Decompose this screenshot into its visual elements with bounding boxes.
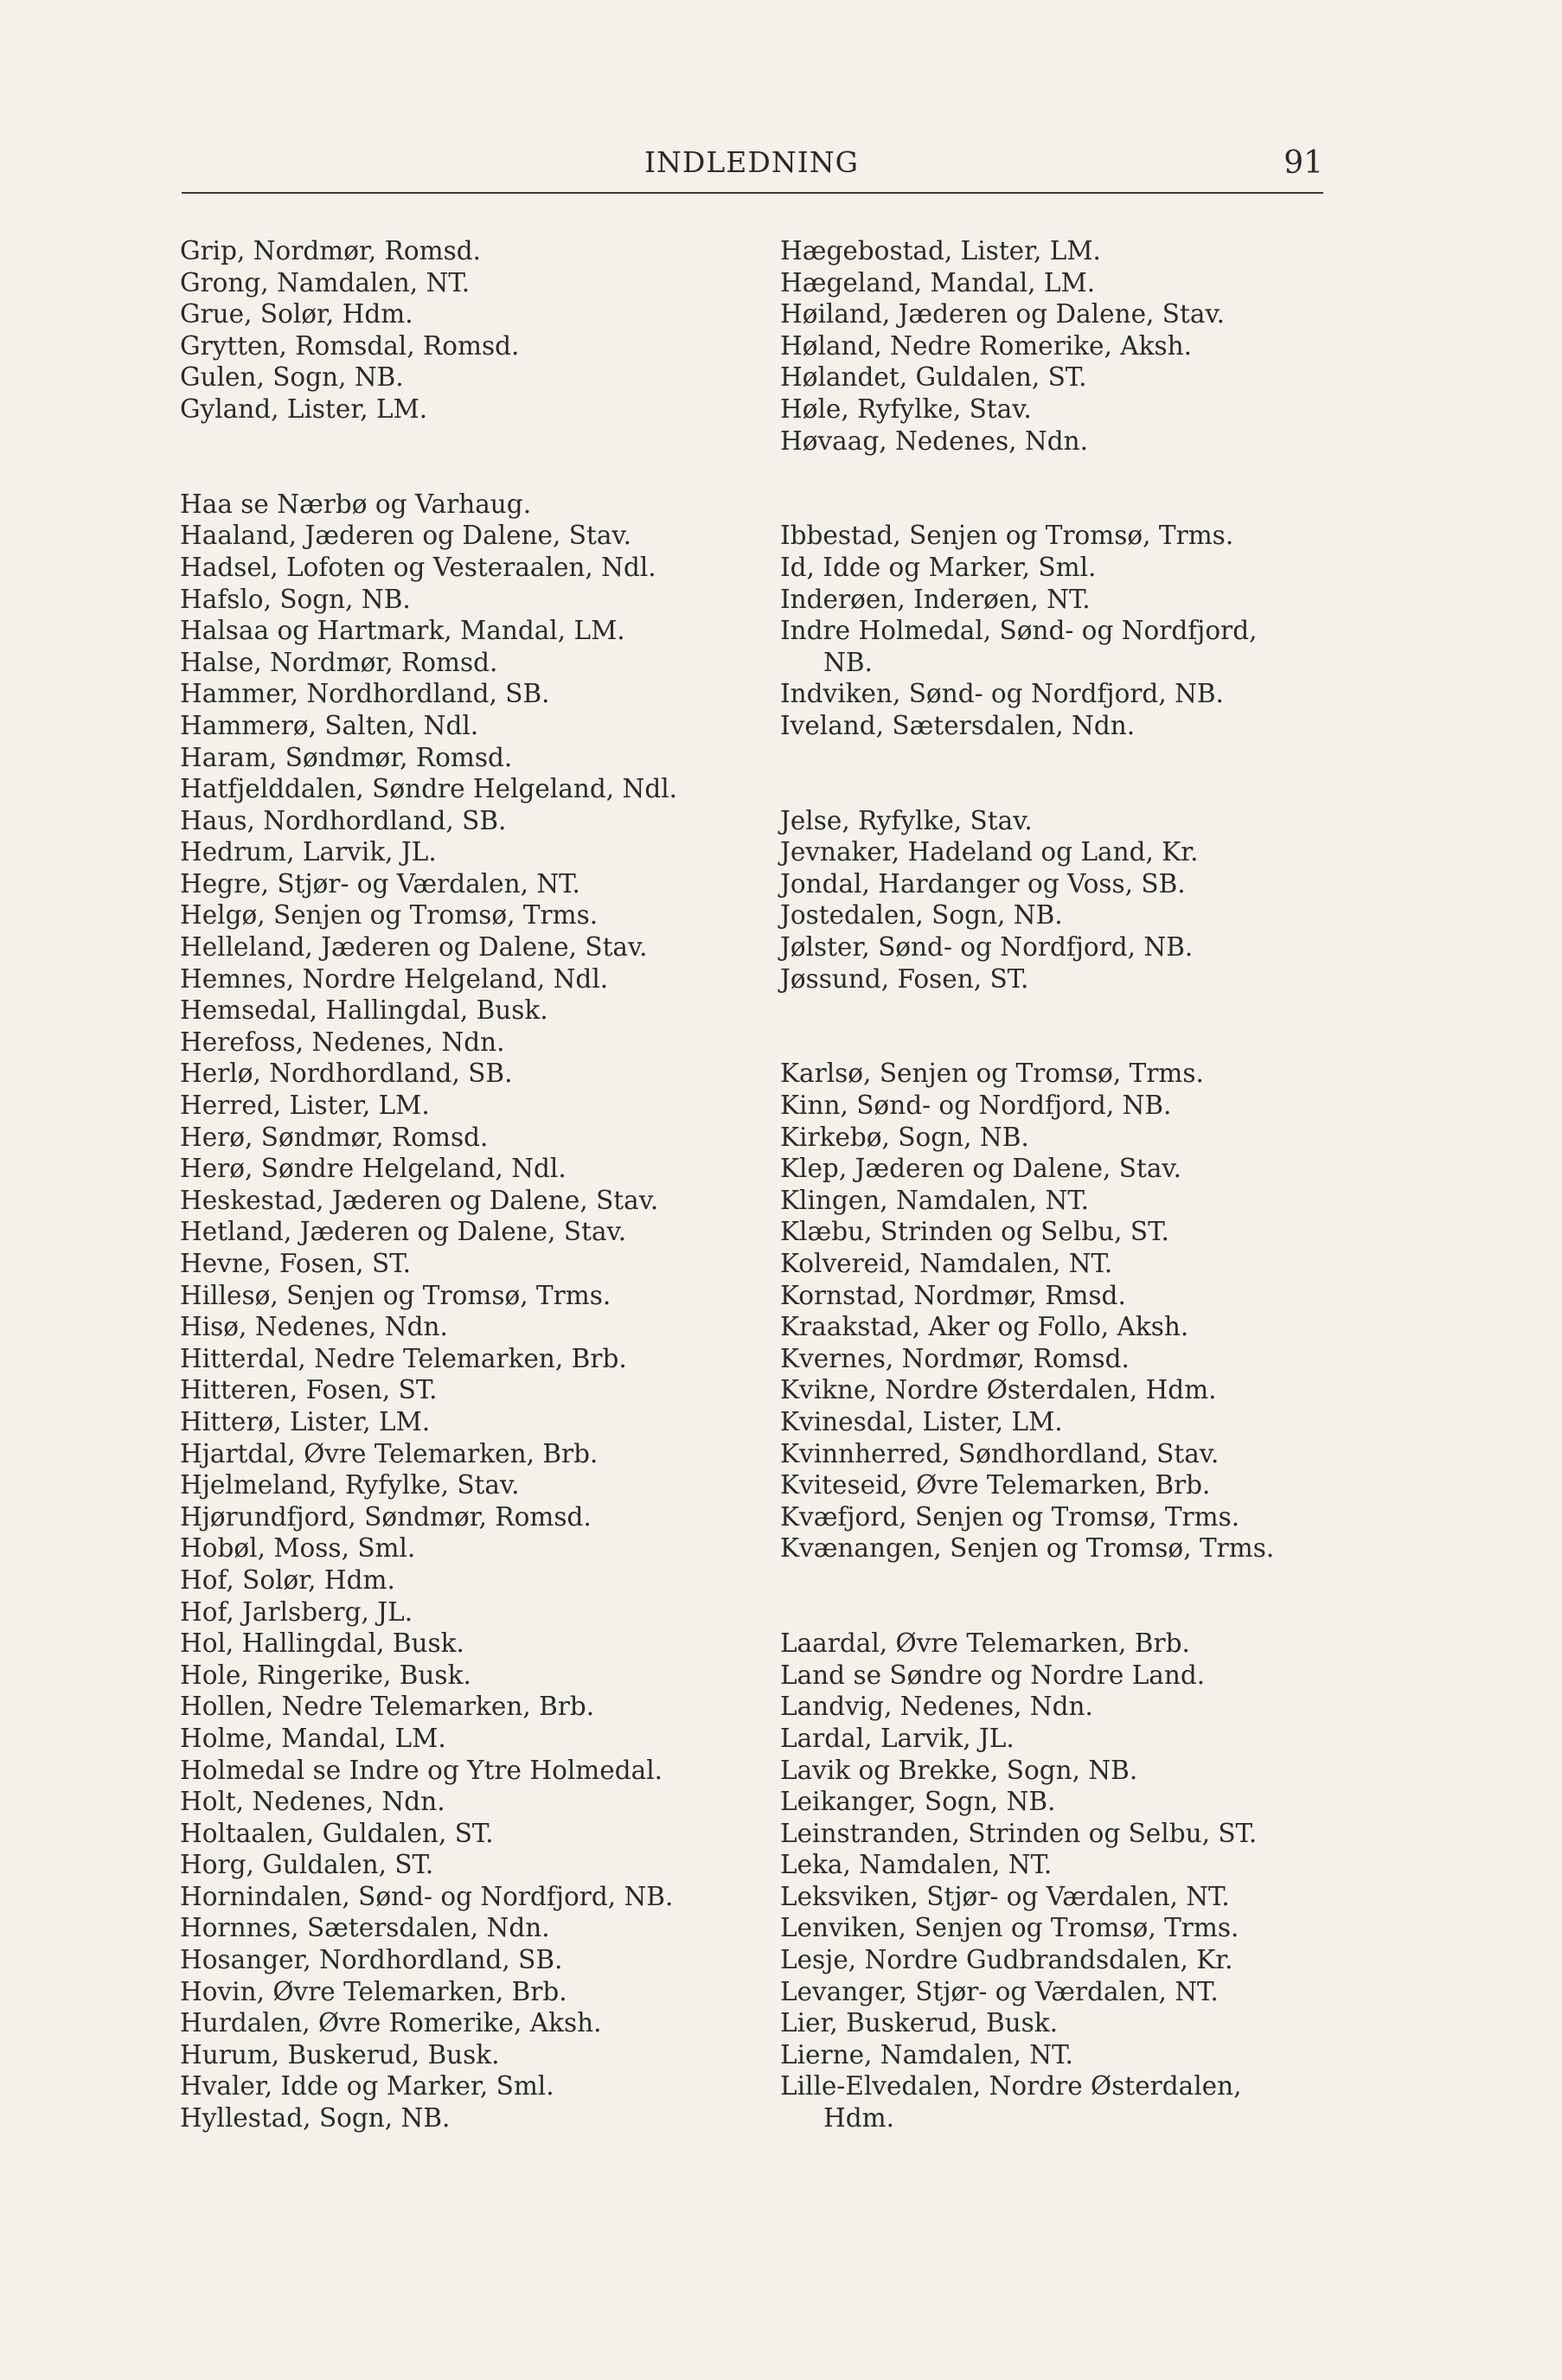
index-entry: Holme, Mandal, LM. xyxy=(180,1723,446,1753)
index-entry: Haram, Søndmør, Romsd. xyxy=(180,742,513,772)
index-entry: Hægeland, Mandal, LM. xyxy=(780,267,1096,298)
index-entry: Kvernes, Nordmør, Romsd. xyxy=(780,1343,1130,1373)
index-entry: Lier, Buskerud, Busk. xyxy=(780,2008,1059,2038)
entry-gap xyxy=(780,457,1368,489)
index-entry: Karlsø, Senjen og Tromsø, Trms. xyxy=(780,1059,1204,1089)
index-entry: Hammer, Nordhordland, SB. xyxy=(180,679,550,709)
index-entry: Landvig, Nedenes, Ndn. xyxy=(780,1692,1093,1722)
index-entry: Horg, Guldalen, ST. xyxy=(180,1850,434,1880)
index-entry: Hjartdal, Øvre Telemarken, Brb. xyxy=(180,1438,599,1468)
index-entry: Hillesø, Senjen og Tromsø, Trms. xyxy=(180,1280,611,1310)
index-entry: Leksviken, Stjør- og Værdalen, NT. xyxy=(780,1881,1230,1911)
index-entry: Hetland, Jæderen og Dalene, Stav. xyxy=(180,1217,627,1247)
index-entry: Hollen, Nedre Telemarken, Brb. xyxy=(180,1692,595,1722)
index-entry: Kinn, Sønd- og Nordfjord, NB. xyxy=(780,1091,1172,1121)
index-entry: Gulen, Sogn, NB. xyxy=(180,362,404,393)
index-entry: Lenviken, Senjen og Tromsø, Trms. xyxy=(780,1913,1239,1943)
index-entry: Hol, Hallingdal, Busk. xyxy=(180,1628,464,1659)
index-entry: Hegre, Stjør- og Værdalen, NT. xyxy=(180,868,580,899)
index-entry: Heskestad, Jæderen og Dalene, Stav. xyxy=(180,1185,659,1215)
index-entry: Kvinesdal, Lister, LM. xyxy=(780,1406,1063,1436)
index-entry: Hof, Jarlsberg, JL. xyxy=(180,1596,413,1627)
index-entry: Hemsedal, Hallingdal, Busk. xyxy=(180,995,548,1026)
index-entry: Helleland, Jæderen og Dalene, Stav. xyxy=(180,932,648,963)
index-entry: Hornindalen, Sønd- og Nordfjord, NB. xyxy=(180,1881,674,1911)
index-entry: Leikanger, Sogn, NB. xyxy=(780,1787,1056,1817)
index-entry: Hammerø, Salten, Ndl. xyxy=(180,710,479,740)
index-entry: Haus, Nordhordland, SB. xyxy=(180,805,507,835)
index-entry: Indviken, Sønd- og Nordfjord, NB. xyxy=(780,679,1224,709)
index-entry: Grip, Nordmør, Romsd. xyxy=(180,236,481,266)
index-entry: Hægebostad, Lister, LM. xyxy=(780,236,1101,266)
index-entry: Holmedal se Indre og Ytre Holmedal. xyxy=(180,1755,663,1785)
index-entry: Lille-Elvedalen, Nordre Østerdalen, xyxy=(780,2071,1242,2102)
index-entry: Hurdalen, Øvre Romerike, Aksh. xyxy=(180,2008,602,2038)
index-entry: Halsaa og Hartmark, Mandal, LM. xyxy=(180,616,625,646)
index-entry: Kvænangen, Senjen og Tromsø, Trms. xyxy=(780,1533,1275,1564)
index-entry: Hof, Solør, Hdm. xyxy=(180,1564,395,1595)
entry-gap xyxy=(780,1564,1368,1596)
index-entry: Jevnaker, Hadeland og Land, Kr. xyxy=(780,837,1199,867)
index-entry: Grong, Namdalen, NT. xyxy=(180,267,471,298)
index-entry: Kirkebø, Sogn, NB. xyxy=(780,1122,1029,1152)
index-entry: Land se Søndre og Nordre Land. xyxy=(780,1660,1206,1690)
entry-gap xyxy=(180,425,768,457)
index-entry: Hisø, Nedenes, Ndn. xyxy=(180,1312,448,1342)
index-entry: Herlø, Nordhordland, SB. xyxy=(180,1059,513,1089)
index-entry: Hadsel, Lofoten og Vesteraalen, Ndl. xyxy=(180,552,656,582)
index-entry: Herø, Søndmør, Romsd. xyxy=(180,1122,489,1152)
index-entry: Jølster, Sønd- og Nordfjord, NB. xyxy=(780,932,1194,963)
index-entry: Levanger, Stjør- og Værdalen, NT. xyxy=(780,1976,1219,2006)
index-entry: Lierne, Namdalen, NT. xyxy=(780,2039,1073,2070)
index-entry: Haaland, Jæderen og Dalene, Stav. xyxy=(180,521,631,551)
index-entry: Hemnes, Nordre Helgeland, Ndl. xyxy=(180,963,609,994)
entry-gap xyxy=(180,457,768,489)
index-entry: Hdm. xyxy=(823,2103,894,2134)
index-entry: Hurum, Buskerud, Busk. xyxy=(180,2039,500,2070)
index-entry: Indre Holmedal, Sønd- og Nordfjord, xyxy=(780,616,1258,646)
index-entry: Lesje, Nordre Gudbrandsdalen, Kr. xyxy=(780,1945,1233,1975)
index-entry: Klæbu, Strinden og Selbu, ST. xyxy=(780,1217,1169,1247)
entry-gap xyxy=(780,773,1368,805)
index-entry: Hitteren, Fosen, ST. xyxy=(180,1375,438,1405)
index-entry: Kviteseid, Øvre Telemarken, Brb. xyxy=(780,1470,1211,1500)
index-entry: Klingen, Namdalen, NT. xyxy=(780,1185,1090,1215)
index-entry: Ibbestad, Senjen og Tromsø, Trms. xyxy=(780,521,1234,551)
index-entry: Kvæfjord, Senjen og Tromsø, Trms. xyxy=(780,1501,1240,1532)
index-entry: Hitterø, Lister, LM. xyxy=(180,1406,431,1436)
entry-gap xyxy=(780,995,1368,1027)
index-entry: Kornstad, Nordmør, Rmsd. xyxy=(780,1280,1126,1310)
index-entry: Hatfjelddalen, Søndre Helgeland, Ndl. xyxy=(180,774,678,804)
index-entry: Hovin, Øvre Telemarken, Brb. xyxy=(180,1976,567,2006)
index-entry: Herefoss, Nedenes, Ndn. xyxy=(180,1027,505,1057)
index-entry: Inderøen, Inderøen, NT. xyxy=(780,584,1091,614)
index-entry: Hvaler, Idde og Marker, Sml. xyxy=(180,2071,554,2102)
header-rule xyxy=(182,192,1323,194)
index-entry: Hyllestad, Sogn, NB. xyxy=(180,2103,451,2134)
index-entry: Gyland, Lister, LM. xyxy=(180,393,428,424)
index-entry: Helgø, Senjen og Tromsø, Trms. xyxy=(180,900,599,931)
index-entry: Hjelmeland, Ryfylke, Stav. xyxy=(180,1470,520,1500)
index-entry: Hølandet, Guldalen, ST. xyxy=(780,362,1087,393)
index-entry: Hevne, Fosen, ST. xyxy=(180,1249,411,1278)
index-entry: Leka, Namdalen, NT. xyxy=(780,1850,1053,1880)
index-entry: NB. xyxy=(823,647,873,677)
index-entry: Kvinnherred, Søndhordland, Stav. xyxy=(780,1438,1220,1468)
right-column xyxy=(780,235,1368,2134)
index-entry: Grue, Solør, Hdm. xyxy=(180,299,413,329)
index-entry: Herred, Lister, LM. xyxy=(180,1091,430,1121)
index-entry: Id, Idde og Marker, Sml. xyxy=(780,552,1097,582)
index-entry: Kvikne, Nordre Østerdalen, Hdm. xyxy=(780,1375,1217,1405)
index-entry: Leinstranden, Strinden og Selbu, ST. xyxy=(780,1818,1258,1848)
index-entry: Hafslo, Sogn, NB. xyxy=(180,584,411,614)
index-entry: Hosanger, Nordhordland, SB. xyxy=(180,1945,563,1975)
index-entry: Høiland, Jæderen og Dalene, Stav. xyxy=(780,299,1225,329)
index-entry: Høle, Ryfylke, Stav. xyxy=(780,393,1032,424)
index-entry: Grytten, Romsdal, Romsd. xyxy=(180,330,520,361)
index-entry: Lardal, Larvik, JL. xyxy=(780,1723,1015,1753)
index-entry: Jostedalen, Sogn, NB. xyxy=(780,900,1063,931)
index-entry: Jelse, Ryfylke, Stav. xyxy=(780,805,1033,835)
index-entry: Holt, Nedenes, Ndn. xyxy=(180,1787,445,1817)
entry-gap xyxy=(780,1027,1368,1059)
index-entry: Herø, Søndre Helgeland, Ndl. xyxy=(180,1154,567,1184)
index-entry: Klep, Jæderen og Dalene, Stav. xyxy=(780,1154,1181,1184)
page-number: 91 xyxy=(1284,145,1323,181)
index-entry: Hedrum, Larvik, JL. xyxy=(180,837,437,867)
index-entry: Haa se Nærbø og Varhaug. xyxy=(180,489,532,519)
running-title: INDLEDNING xyxy=(644,145,859,179)
index-entry: Halse, Nordmør, Romsd. xyxy=(180,647,498,677)
index-entry: Lavik og Brekke, Sogn, NB. xyxy=(780,1755,1138,1785)
index-entry: Hjørundfjord, Søndmør, Romsd. xyxy=(180,1501,592,1532)
index-entry: Iveland, Sætersdalen, Ndn. xyxy=(780,710,1136,740)
entry-gap xyxy=(780,489,1368,521)
index-entry: Hobøl, Moss, Sml. xyxy=(180,1533,416,1564)
entry-gap xyxy=(780,742,1368,774)
entry-gap xyxy=(780,1596,1368,1628)
index-entry: Hole, Ringerike, Busk. xyxy=(180,1660,471,1690)
index-entry: Holtaalen, Guldalen, ST. xyxy=(180,1818,494,1848)
index-entry: Laardal, Øvre Telemarken, Brb. xyxy=(780,1628,1190,1659)
index-entry: Kolvereid, Namdalen, NT. xyxy=(780,1249,1113,1278)
index-entry: Hitterdal, Nedre Telemarken, Brb. xyxy=(180,1343,627,1373)
index-entry: Jondal, Hardanger og Voss, SB. xyxy=(780,868,1186,899)
index-entry: Kraakstad, Aker og Follo, Aksh. xyxy=(780,1312,1189,1342)
index-entry: Høvaag, Nedenes, Ndn. xyxy=(780,425,1089,456)
index-entry: Jøssund, Fosen, ST. xyxy=(780,963,1029,994)
index-entry: Høland, Nedre Romerike, Aksh. xyxy=(780,330,1192,361)
left-column xyxy=(180,235,768,2134)
index-entry: Hornnes, Sætersdalen, Ndn. xyxy=(180,1913,550,1943)
page-header xyxy=(182,145,1323,195)
